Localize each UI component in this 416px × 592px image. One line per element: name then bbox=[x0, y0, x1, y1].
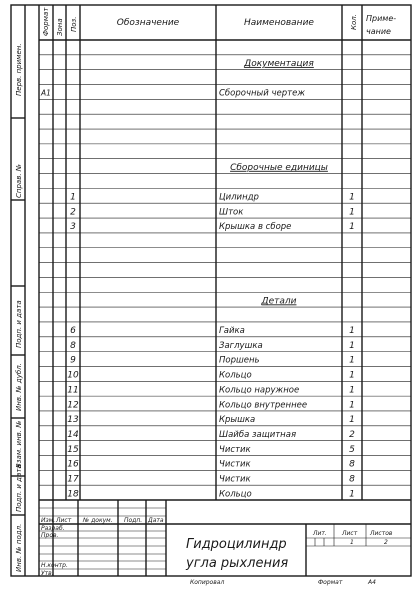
table-row bbox=[67, 371, 355, 381]
tb-utv: Утв. bbox=[41, 570, 54, 577]
table-row bbox=[67, 415, 355, 425]
tb-sheet-label: Лист bbox=[342, 530, 358, 537]
tb-sheets-label: Листов bbox=[370, 530, 393, 537]
product-title-line1: Гидроцилиндр bbox=[186, 537, 287, 552]
table-row bbox=[70, 207, 355, 217]
row-name: Сборочный чертеж bbox=[219, 88, 305, 99]
row-name: Чистик bbox=[219, 459, 251, 470]
tb-sheet-value: 1 bbox=[350, 539, 354, 546]
row-qty: 1 bbox=[349, 400, 355, 411]
row-pos: 18 bbox=[67, 489, 79, 500]
row-pos: 13 bbox=[67, 415, 79, 426]
row-name: Кольцо bbox=[219, 370, 252, 381]
tb-razrab: Разраб. bbox=[41, 525, 65, 532]
header-pos: Поз. bbox=[70, 16, 78, 32]
tb-n-kontr: Н.контр. bbox=[41, 562, 68, 569]
row-qty: 1 bbox=[349, 192, 355, 203]
table-row bbox=[70, 356, 355, 366]
title-block bbox=[39, 500, 411, 577]
tb-col-list: Лист bbox=[56, 517, 72, 524]
header-format: Формат bbox=[42, 7, 50, 36]
row-name: Крышка bbox=[219, 415, 256, 426]
table-row bbox=[67, 445, 355, 455]
side-strip bbox=[11, 43, 25, 572]
table-row bbox=[70, 193, 355, 203]
side-vzam-inv: Взам. инв. № bbox=[15, 420, 23, 468]
row-qty: 1 bbox=[349, 340, 355, 351]
row-pos: 15 bbox=[67, 444, 79, 455]
row-pos: 3 bbox=[70, 222, 76, 233]
row-name: Гайка bbox=[219, 326, 245, 337]
row-pos: 11 bbox=[67, 385, 79, 396]
row-name: Кольцо внутреннее bbox=[219, 400, 308, 411]
row-name: Поршень bbox=[219, 355, 260, 366]
table-row bbox=[67, 474, 355, 484]
row-name: Чистик bbox=[219, 444, 251, 455]
row-pos: 16 bbox=[67, 459, 79, 470]
row-qty: 5 bbox=[349, 444, 355, 455]
row-name: Шток bbox=[219, 207, 244, 218]
tb-col-izm: Изм. bbox=[41, 517, 56, 524]
footer-format-value: А4 bbox=[368, 579, 376, 586]
row-qty: 8 bbox=[349, 459, 355, 470]
table-row bbox=[70, 326, 355, 336]
row-name: Кольцо наружное bbox=[219, 385, 300, 396]
table-row bbox=[67, 430, 355, 440]
footer-copied: Копировал bbox=[190, 579, 225, 586]
row-qty: 1 bbox=[349, 385, 355, 396]
row-name: Кольцо bbox=[219, 489, 252, 500]
header-qty: Кол. bbox=[350, 14, 358, 30]
table-row bbox=[70, 222, 355, 232]
row-qty: 1 bbox=[349, 355, 355, 366]
section-heading: Детали bbox=[261, 296, 297, 307]
side-first-use: Перв. примен. bbox=[15, 43, 23, 96]
row-pos: 6 bbox=[70, 326, 76, 337]
section-heading: Сборочные единицы bbox=[230, 162, 328, 173]
table-row bbox=[67, 489, 355, 499]
row-name: Цилиндр bbox=[219, 192, 259, 203]
row-pos: 12 bbox=[67, 400, 79, 411]
row-pos: 1 bbox=[70, 192, 76, 203]
table-row bbox=[70, 341, 355, 351]
section-heading: Документация bbox=[244, 58, 314, 69]
tb-sheets-value: 2 bbox=[384, 539, 388, 546]
spec-rows bbox=[40, 59, 355, 499]
row-name: Заглушка bbox=[219, 340, 263, 351]
header-name: Наименование bbox=[244, 18, 314, 28]
row-qty: 2 bbox=[349, 429, 355, 440]
row-pos: 2 bbox=[70, 207, 76, 218]
footer-format-label: Формат bbox=[318, 579, 343, 586]
row-qty: 1 bbox=[349, 415, 355, 426]
side-inv-orig: Инв. № подл. bbox=[15, 523, 23, 572]
side-ref-no: Справ. № bbox=[15, 163, 23, 198]
side-inv-dubl: Инв. № дубл. bbox=[15, 363, 23, 411]
side-sign-date-2: Подп. и дата bbox=[15, 464, 23, 512]
table-row bbox=[67, 400, 355, 410]
row-name: Крышка в сборе bbox=[219, 222, 292, 233]
table-row bbox=[67, 385, 355, 395]
row-name: Шайба защитная bbox=[219, 429, 297, 440]
row-format: А1 bbox=[41, 88, 51, 98]
row-name: Чистик bbox=[219, 474, 251, 485]
tb-prov: Пров. bbox=[41, 532, 59, 539]
header-designation: Обозначение bbox=[116, 18, 180, 28]
product-title-line2: угла рыхления bbox=[186, 556, 289, 571]
row-pos: 9 bbox=[70, 355, 76, 366]
table-row bbox=[261, 296, 297, 306]
table-row bbox=[67, 460, 355, 470]
header-note-line1: Приме- bbox=[366, 14, 397, 23]
row-qty: 1 bbox=[349, 222, 355, 233]
tb-col-sign: Подп. bbox=[124, 517, 143, 524]
row-pos: 10 bbox=[67, 370, 79, 381]
row-pos: 14 bbox=[67, 429, 79, 440]
header-zone: Зона bbox=[56, 18, 64, 36]
row-pos: 17 bbox=[67, 474, 79, 485]
row-qty: 1 bbox=[349, 489, 355, 500]
table-row bbox=[243, 59, 314, 69]
row-qty: 8 bbox=[349, 474, 355, 485]
header-note-line2: чание bbox=[366, 27, 391, 36]
tb-lit-label: Лит. bbox=[313, 530, 327, 537]
row-pos: 8 bbox=[70, 340, 76, 351]
row-qty: 1 bbox=[349, 326, 355, 337]
table-row bbox=[230, 163, 328, 173]
tb-col-date: Дата bbox=[148, 517, 164, 524]
row-qty: 1 bbox=[349, 370, 355, 381]
tb-col-doc: № докум. bbox=[83, 517, 113, 524]
row-qty: 1 bbox=[349, 207, 355, 218]
side-sign-date-1: Подп. и дата bbox=[15, 300, 23, 348]
